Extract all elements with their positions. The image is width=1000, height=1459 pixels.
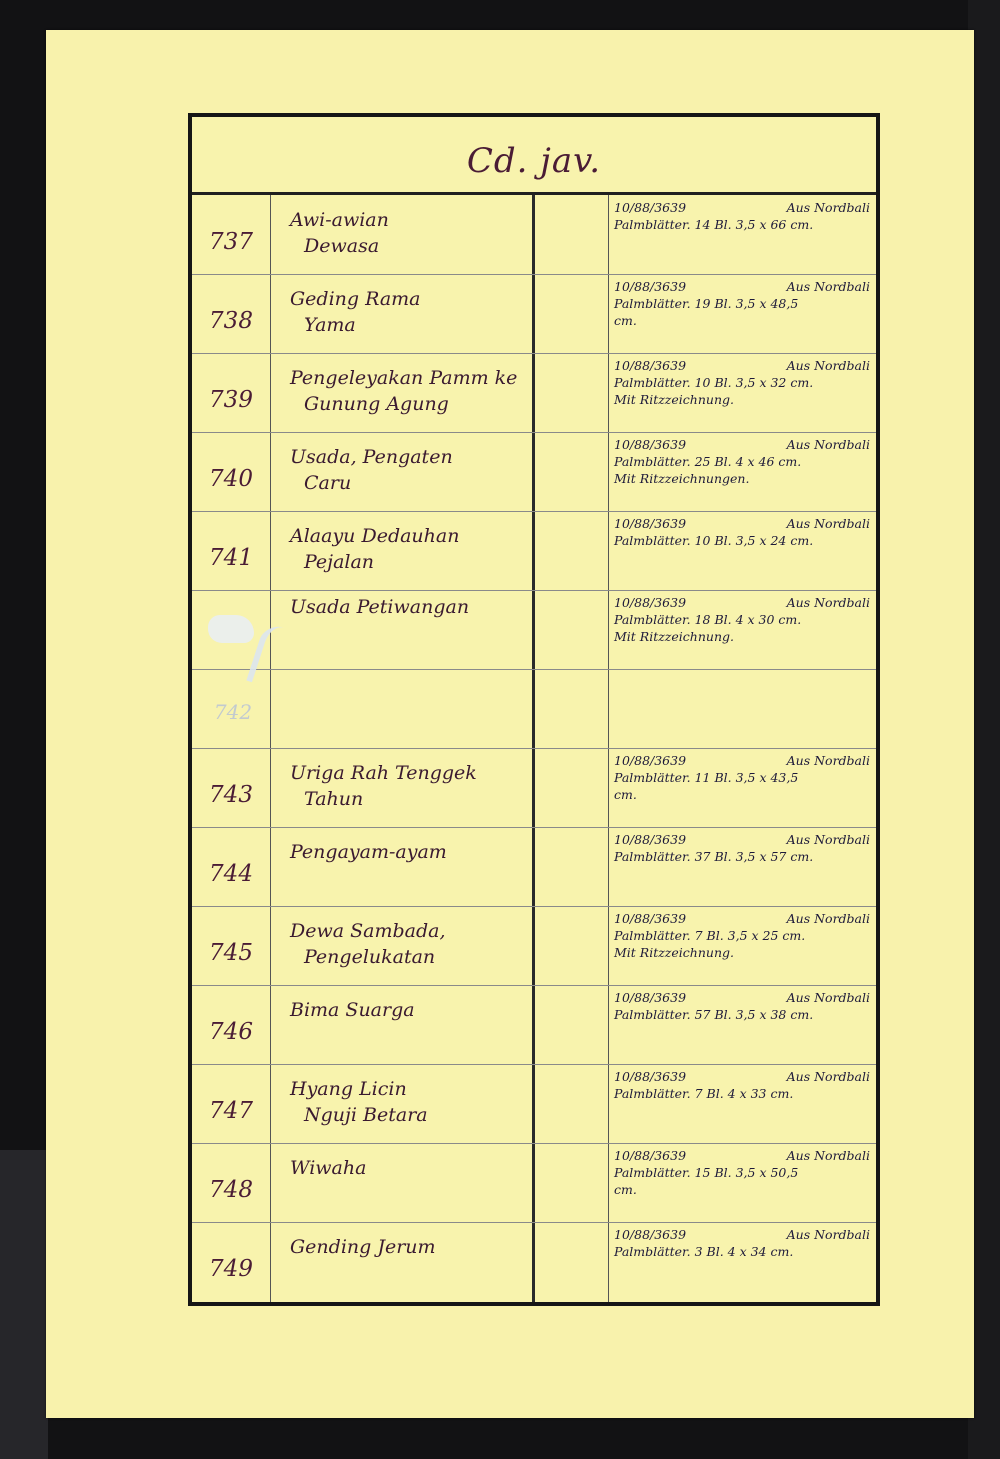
note-origin: Aus Nordbali xyxy=(786,911,870,926)
title-line-1: Uriga Rah Tenggek xyxy=(290,762,477,784)
note-description: Palmblätter. 37 Bl. 3,5 x 57 cm. xyxy=(614,849,814,864)
manuscript-note xyxy=(614,199,876,233)
title-line-2: Gunung Agung xyxy=(304,393,449,415)
note-reference: 10/88/3639 xyxy=(614,1069,687,1084)
faint-manuscript-number: 742 xyxy=(213,700,253,724)
title-line-1: Dewa Sambada, xyxy=(290,920,446,942)
title-line-2: Pengelukatan xyxy=(304,946,436,968)
note-reference: 10/88/3639 xyxy=(614,832,687,847)
note-origin: Aus Nordbali xyxy=(786,516,870,531)
manuscript-number: 747 xyxy=(209,1098,253,1124)
title-line-1: Usada, Pengaten xyxy=(290,446,453,468)
note-reference: 10/88/3639 xyxy=(614,595,687,610)
manuscript-number: 740 xyxy=(209,466,253,492)
catalog-row xyxy=(192,590,876,669)
manuscript-title xyxy=(290,918,530,970)
correction-fluid-mark xyxy=(208,615,254,643)
note-reference: 10/88/3639 xyxy=(614,200,687,215)
manuscript-number: 748 xyxy=(209,1177,253,1203)
note-description: Palmblätter. 7 Bl. 3,5 x 25 cm. xyxy=(614,928,806,943)
manuscript-note xyxy=(614,278,876,329)
note-description: Palmblätter. 18 Bl. 4 x 30 cm. xyxy=(614,612,802,627)
manuscript-title xyxy=(290,286,530,338)
manuscript-note xyxy=(614,1147,876,1198)
title-line-2: Tahun xyxy=(304,788,364,810)
note-description: Palmblätter. 14 Bl. 3,5 x 66 cm. xyxy=(614,217,814,232)
note-origin: Aus Nordbali xyxy=(786,990,870,1005)
note-origin: Aus Nordbali xyxy=(786,1148,870,1163)
note-extra: Mit Ritzzeichnung. xyxy=(614,629,734,644)
manuscript-note xyxy=(614,910,876,961)
manuscript-title xyxy=(290,594,530,620)
title-line-1: Gending Jerum xyxy=(290,1236,436,1258)
manuscript-note xyxy=(614,515,876,549)
note-reference: 10/88/3639 xyxy=(614,1227,687,1242)
manuscript-note xyxy=(614,1068,876,1102)
manuscript-title xyxy=(290,523,530,575)
note-origin: Aus Nordbali xyxy=(786,1227,870,1242)
note-origin: Aus Nordbali xyxy=(786,358,870,373)
collection-title: Cd. jav. xyxy=(466,141,602,181)
binding-edge xyxy=(0,1150,48,1459)
note-origin: Aus Nordbali xyxy=(786,279,870,294)
note-extra: Mit Ritzzeichnungen. xyxy=(614,471,750,486)
manuscript-note xyxy=(614,1226,876,1260)
note-description: Palmblätter. 15 Bl. 3,5 x 50,5 xyxy=(614,1165,799,1180)
manuscript-title xyxy=(290,997,530,1023)
title-line-1: Hyang Licin xyxy=(290,1078,407,1100)
note-extra: cm. xyxy=(614,787,637,802)
manuscript-note xyxy=(614,989,876,1023)
title-line-1: Pengeleyakan Pamm ke xyxy=(290,367,518,389)
note-origin: Aus Nordbali xyxy=(786,595,870,610)
manuscript-title xyxy=(290,839,530,865)
note-description: Palmblätter. 57 Bl. 3,5 x 38 cm. xyxy=(614,1007,814,1022)
catalog-row xyxy=(192,1143,876,1222)
title-line-2: Caru xyxy=(304,472,352,494)
note-origin: Aus Nordbali xyxy=(786,832,870,847)
title-line-2: Dewasa xyxy=(304,235,380,257)
manuscript-number: 737 xyxy=(209,229,253,255)
manuscript-note xyxy=(614,436,876,487)
manuscript-note xyxy=(614,752,876,803)
manuscript-number: 746 xyxy=(209,1019,253,1045)
note-reference: 10/88/3639 xyxy=(614,911,687,926)
card-header xyxy=(192,117,876,195)
title-line-1: Geding Rama xyxy=(290,288,421,310)
note-reference: 10/88/3639 xyxy=(614,1148,687,1163)
note-reference: 10/88/3639 xyxy=(614,358,687,373)
catalog-row xyxy=(192,511,876,590)
manuscript-title xyxy=(290,1076,530,1128)
catalog-row xyxy=(192,827,876,906)
manuscript-number: 743 xyxy=(209,782,253,808)
manuscript-title xyxy=(290,760,530,812)
title-line-2: Nguji Betara xyxy=(304,1104,428,1126)
manuscript-note xyxy=(614,357,876,408)
catalog-row xyxy=(192,1064,876,1143)
title-line-2: Pejalan xyxy=(304,551,375,573)
catalog-card xyxy=(188,113,880,1306)
note-reference: 10/88/3639 xyxy=(614,279,687,294)
note-description: Palmblätter. 25 Bl. 4 x 46 cm. xyxy=(614,454,802,469)
note-reference: 10/88/3639 xyxy=(614,437,687,452)
note-description: Palmblätter. 3 Bl. 4 x 34 cm. xyxy=(614,1244,794,1259)
note-origin: Aus Nordbali xyxy=(786,200,870,215)
note-reference: 10/88/3639 xyxy=(614,753,687,768)
catalog-row-empty xyxy=(192,669,876,748)
manuscript-number: 739 xyxy=(209,387,253,413)
note-reference: 10/88/3639 xyxy=(614,516,687,531)
catalog-row xyxy=(192,906,876,985)
catalog-row xyxy=(192,432,876,511)
note-description: Palmblätter. 10 Bl. 3,5 x 32 cm. xyxy=(614,375,814,390)
catalog-rows xyxy=(192,195,876,1302)
note-extra: cm. xyxy=(614,313,637,328)
manuscript-title xyxy=(290,1234,530,1260)
note-origin: Aus Nordbali xyxy=(786,753,870,768)
manuscript-number: 738 xyxy=(209,308,253,334)
note-extra: cm. xyxy=(614,1182,637,1197)
manuscript-number: 741 xyxy=(209,545,253,571)
catalog-row xyxy=(192,1222,876,1301)
title-line-1: Pengayam-ayam xyxy=(290,841,447,863)
title-line-1: Usada Petiwangan xyxy=(290,596,470,618)
note-reference: 10/88/3639 xyxy=(614,990,687,1005)
manuscript-title xyxy=(290,365,530,417)
manuscript-number: 749 xyxy=(209,1256,253,1282)
note-extra: Mit Ritzzeichnung. xyxy=(614,945,734,960)
note-origin: Aus Nordbali xyxy=(786,1069,870,1084)
catalog-row xyxy=(192,274,876,353)
catalog-row xyxy=(192,985,876,1064)
manuscript-note xyxy=(614,594,876,645)
title-line-1: Awi-awian xyxy=(290,209,389,231)
manuscript-title xyxy=(290,1155,530,1181)
title-line-2: Yama xyxy=(304,314,356,336)
note-description: Palmblätter. 11 Bl. 3,5 x 43,5 xyxy=(614,770,799,785)
title-line-1: Wiwaha xyxy=(290,1157,367,1179)
manuscript-title xyxy=(290,444,530,496)
note-description: Palmblätter. 10 Bl. 3,5 x 24 cm. xyxy=(614,533,814,548)
manuscript-number: 745 xyxy=(209,940,253,966)
catalog-row xyxy=(192,195,876,274)
manuscript-title xyxy=(290,207,530,259)
manuscript-number: 744 xyxy=(209,861,253,887)
title-line-1: Alaayu Dedauhan xyxy=(290,525,460,547)
note-extra: Mit Ritzzeichnung. xyxy=(614,392,734,407)
catalog-row xyxy=(192,748,876,827)
note-origin: Aus Nordbali xyxy=(786,437,870,452)
catalog-row xyxy=(192,353,876,432)
title-line-1: Bima Suarga xyxy=(290,999,415,1021)
note-description: Palmblätter. 7 Bl. 4 x 33 cm. xyxy=(614,1086,794,1101)
note-description: Palmblätter. 19 Bl. 3,5 x 48,5 xyxy=(614,296,799,311)
manuscript-note xyxy=(614,831,876,865)
